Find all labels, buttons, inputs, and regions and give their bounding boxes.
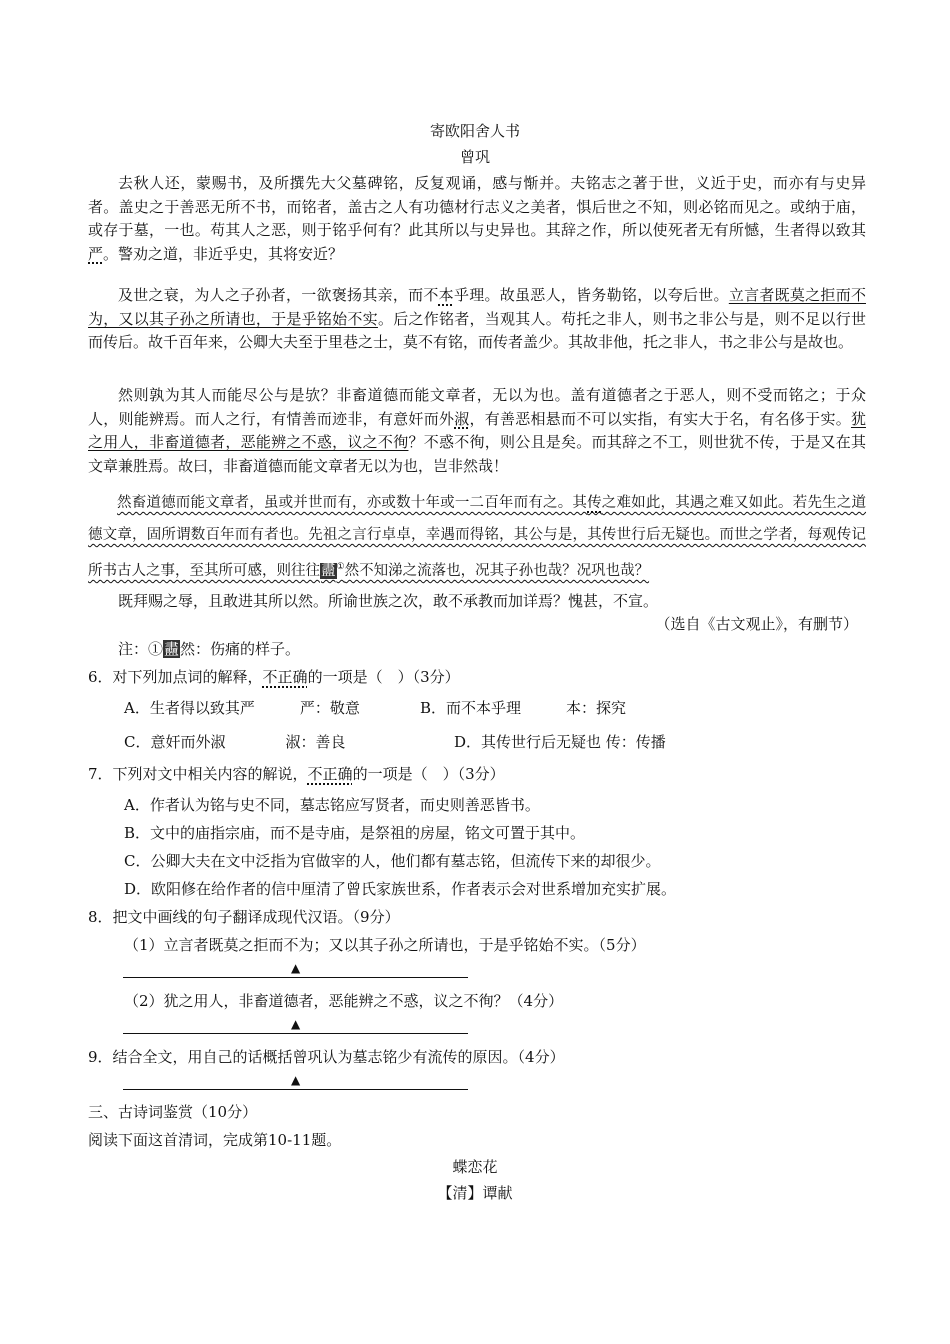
q7-option-c: C．公卿大夫在文中泛指为官做宰的人，他们都有墓志铭，但流传下来的却很少。 — [124, 852, 661, 870]
p3-underlined-sentence: 犹之用人，非畜道德者，恶能辨之不惑，议之不徇 — [88, 409, 866, 451]
p2-underlined-sentence: 立言者既莫之拒而不为，又以其子孙之所请也，于是乎铭始不实 — [88, 286, 866, 328]
p3-text-b: ，有善恶相悬而不可以实指，有实大于名，有名侈于实。 — [469, 409, 851, 428]
footnote — [118, 638, 300, 659]
q8-sentence-2: （2）犹之用人，非畜道德者，恶能辨之不惑，议之不徇？（4分） — [124, 992, 564, 1010]
triangle-icon: ▲ — [291, 961, 301, 975]
p1-dotted-word: 严 — [88, 244, 104, 263]
q7-option-a: A．作者认为铭与史不同，墓志铭应写贤者，而史则善恶皆书。 — [124, 796, 540, 814]
p4-highlight-char: 衋 — [321, 562, 336, 579]
q6-option-c: C．意奸而外淑 淑：善良 — [124, 733, 346, 751]
q6-stem-dotted: 不正确 — [262, 668, 308, 686]
p2-text-a: 及世之衰，为人之子孙者，一欲褒扬其亲，而不 — [118, 286, 439, 304]
question-7-stem — [88, 763, 505, 784]
paragraph-2 — [88, 284, 866, 355]
section-3-intro: 阅读下面这首清词，完成第10-11题。 — [88, 1131, 342, 1149]
paragraph-3 — [88, 384, 866, 478]
letter-title: 寄欧阳舍人书 — [429, 122, 520, 140]
p2-text-c: 。后之作铭者，当观其人。苟托之非人，则书之非公与是，则不足以行世而传后。故千百年来，公卿大夫至于里巷之士，莫不有铭，而传者盖少。其故非他，托之非人，书之非公与是故也。 — [88, 309, 866, 351]
note-label: 注：① — [118, 640, 164, 658]
section-3-heading: 三、古诗词鉴赏（10分） — [88, 1103, 258, 1121]
p4-text-b: 之难如此，其遇之难又如此。若先生之道德文章，固所谓数百年而有者也。先祖之言行卓卓，幸遇而得铭，其公与是，其传世行后无疑也。而世之学者，每观传记所书古人之事，至其所可感，则往往 — [88, 495, 867, 579]
note-text: 然：伤痛的样子。 — [180, 640, 301, 658]
q6-stem-b: 的一项是（ ）（3分） — [307, 668, 460, 686]
letter-author: 曾巩 — [459, 148, 490, 166]
question-9-stem: 9．结合全文，用自己的话概括曾巩认为墓志铭少有流传的原因。（4分） — [88, 1048, 565, 1066]
q9-answer-line[interactable] — [123, 1071, 468, 1090]
p3-dotted-word: 淑 — [454, 409, 470, 428]
p4-text-a: 然畜道德而能文章者，虽或并世而有，亦或数十年或一二百年而有之。其 — [117, 495, 588, 511]
q7-option-b: B．文中的庙指宗庙，而不是寺庙，是祭祖的房屋，铭文可置于其中。 — [124, 824, 586, 842]
note-highlight-char: 衋 — [164, 640, 180, 658]
q8-sentence-1: （1）立言者既莫之拒而不为；又以其子孙之所请也，于是乎铭始不实。（5分） — [124, 936, 646, 954]
question-8-stem: 8．把文中画线的句子翻译成现代汉语。（9分） — [88, 908, 400, 926]
p3-text-a: 然则孰为其人而能尽公与是欤？非畜道德而能文章者，无以为也。盖有道德者之于恶人，则不受而铭之；于众人，则能辨焉。而人之行，有情善而迹非，有意奸而外 — [88, 386, 866, 428]
q7-option-d: D．欧阳修在给作者的信中厘清了曾氏家族世系，作者表示会对世系增加充实扩展。 — [124, 880, 677, 898]
poem-author: 【清】谭献 — [437, 1184, 513, 1202]
paragraph-1 — [88, 172, 866, 266]
p2-text-b: 乎理。故虽恶人，皆务勒铭，以夸后世。 — [453, 286, 729, 304]
p2-dotted-word: 本 — [438, 286, 454, 304]
question-6-stem — [88, 666, 460, 687]
q6-stem-a: 6．对下列加点词的解释， — [88, 668, 263, 686]
paragraph-5: 既拜赐之辱，且敢进其所以然。所谕世族之次，敢不承教而加详焉？愧甚，不宣。 — [118, 592, 659, 610]
q8-answer-line-1[interactable] — [123, 959, 468, 978]
triangle-icon: ▲ — [291, 1017, 301, 1031]
p4-dotted-word: 传 — [587, 495, 602, 511]
p1-text: 去秋人还，蒙赐书，及所撰先大父墓碑铭，反复观诵，感与惭并。夫铭志之著于世，义近于史，而亦有与史异者。盖史之于善恶无所不书，而铭者，盖古之人有功德材行志义之美者，惧后世之不知，则必铭而见之。或纳于庙，或存于墓，一也。苟其人之恶，则于铭乎何有？此其所以与史异也。其辞之作，所以使死者无有所憾，生者得以致其 — [88, 174, 866, 239]
p1-end: 。警劝之道，非近乎史，其将安近？ — [103, 244, 344, 263]
q7-stem-b: 的一项是（ ）（3分） — [352, 765, 505, 783]
footnote-marker: ① — [336, 562, 345, 572]
q7-stem-a: 7．下列对文中相关内容的解说， — [88, 765, 308, 783]
poem-title: 蝶恋花 — [452, 1158, 498, 1176]
triangle-icon: ▲ — [291, 1073, 301, 1087]
q6-option-b: B．而不本乎理 本：探究 — [420, 699, 627, 717]
paragraph-4 — [88, 487, 866, 587]
q8-answer-line-2[interactable] — [123, 1015, 468, 1034]
p3-text-c: ？不惑不徇，则公且是矣。而其辞之不工，则世犹不传，于是又在其文章兼胜焉。故曰，非畜道德而能文章者无以为也，岂非然哉！ — [88, 433, 866, 475]
source-citation: （选自《古文观止》，有删节） — [655, 615, 858, 633]
p4-text-c: 然不知涕之流落也，况其子孙也哉？况巩也哉？ — [344, 562, 650, 579]
q7-stem-dotted: 不正确 — [307, 765, 353, 783]
q6-option-a: A．生者得以致其严 严：敬意 — [124, 699, 360, 717]
q6-option-d: D．其传世行后无疑也 传：传播 — [454, 733, 666, 751]
